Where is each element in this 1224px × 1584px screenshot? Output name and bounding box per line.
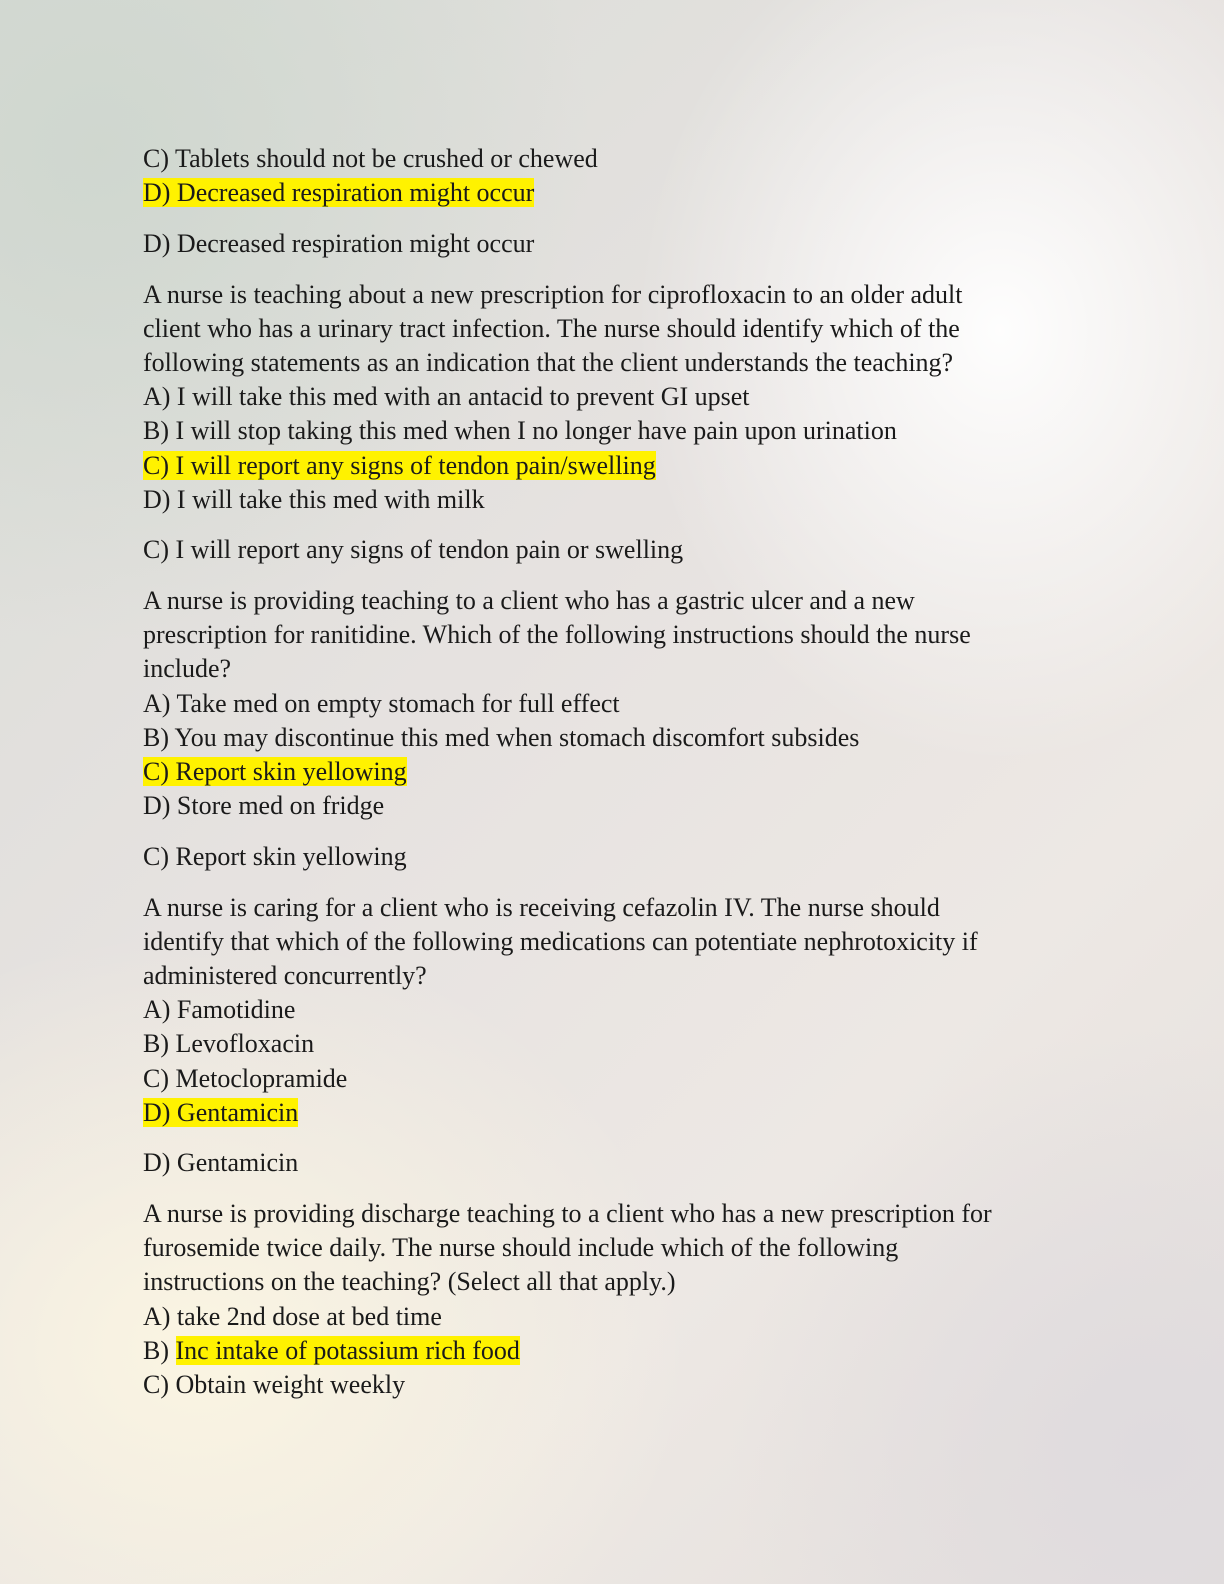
option-line (143, 1027, 1063, 1061)
option-text: C) Metoclopramide (143, 1063, 348, 1093)
answer-line: D) Gentamicin (143, 1148, 299, 1178)
question (143, 584, 1063, 823)
option-prefix: B) (143, 1335, 176, 1365)
option-line (143, 687, 1063, 721)
option-text-highlighted: Inc intake of potassium rich food (175, 1335, 520, 1365)
stem-line: identify that which of the following medications can potentiate nephrotoxicity if (143, 926, 978, 956)
question (143, 891, 1063, 1130)
stem-line: A nurse is providing discharge teaching to a client who has a new prescription for (143, 1199, 992, 1229)
option-text: A) take 2nd dose at bed time (143, 1301, 442, 1331)
option-text: C) Tablets should not be crushed or chewed (143, 144, 598, 173)
stem-line: A nurse is caring for a client who is receiving cefazolin IV. The nurse should (143, 892, 940, 922)
options-list (143, 687, 1063, 824)
option-line (143, 755, 1063, 789)
option-line (143, 1300, 1063, 1334)
options-list (143, 142, 1063, 210)
option-line (143, 1096, 1063, 1130)
option-text: C) Obtain weight weekly (143, 1370, 406, 1399)
options-list (143, 380, 1063, 517)
question-stem (143, 278, 1063, 381)
option-line (143, 789, 1063, 823)
stem-line: A nurse is teaching about a new prescription for ciprofloxacin to an older adult (143, 279, 963, 309)
option-line (143, 449, 1063, 483)
stem-line: administered concurrently? (143, 960, 427, 990)
option-line (143, 1368, 1063, 1402)
stem-line: prescription for ranitidine. Which of the following instructions should the nurse (143, 620, 971, 650)
option-text: A) Famotidine (143, 995, 296, 1025)
option-line (143, 1062, 1063, 1096)
options-list (143, 993, 1063, 1130)
answer-line: D) Decreased respiration might occur (143, 228, 535, 258)
option-text: B) I will stop taking this med when I no longer have pain upon urination (143, 416, 897, 446)
option-line (143, 142, 1063, 176)
question-stem (143, 1197, 1063, 1300)
option-line (143, 993, 1063, 1027)
stem-line: furosemide twice daily. The nurse should include which of the following (143, 1233, 899, 1263)
question (143, 1197, 1063, 1402)
option-line (143, 721, 1063, 755)
option-text: B) You may discontinue this med when stomach discomfort subsides (143, 722, 860, 752)
answer-line: C) Report skin yellowing (143, 841, 407, 871)
stem-line: instructions on the teaching? (Select all that apply.) (143, 1267, 676, 1297)
option-line (143, 483, 1063, 517)
stem-line: A nurse is providing teaching to a client who has a gastric ulcer and a new (143, 586, 915, 616)
stem-line: client who has a urinary tract infection. The nurse should identify which of the (143, 313, 960, 343)
question-stem (143, 891, 1063, 994)
question-stem (143, 584, 1063, 687)
option-text: D) Store med on fridge (143, 791, 385, 821)
option-text: A) I will take this med with an antacid to prevent GI upset (143, 382, 750, 412)
option-line (143, 176, 1063, 210)
option-text: A) Take med on empty stomach for full effect (143, 688, 620, 718)
option-text-highlighted: C) I will report any signs of tendon pain/swelling (143, 450, 656, 480)
option-text: B) Levofloxacin (143, 1029, 315, 1059)
options-list (143, 1300, 1063, 1403)
option-text-highlighted: D) Decreased respiration might occur (143, 178, 535, 208)
option-text-highlighted: D) Gentamicin (143, 1097, 299, 1127)
option-line (143, 380, 1063, 414)
stem-line: following statements as an indication that the client understands the teaching? (143, 347, 954, 377)
option-text-highlighted: C) Report skin yellowing (143, 757, 407, 786)
option-line (143, 1334, 1063, 1368)
stem-line: include? (143, 654, 232, 684)
option-text: D) I will take this med with milk (143, 484, 485, 514)
answer-line: C) I will report any signs of tendon pain or swelling (143, 535, 684, 565)
option-line (143, 414, 1063, 448)
document-page (143, 142, 1063, 1402)
question (143, 278, 1063, 517)
